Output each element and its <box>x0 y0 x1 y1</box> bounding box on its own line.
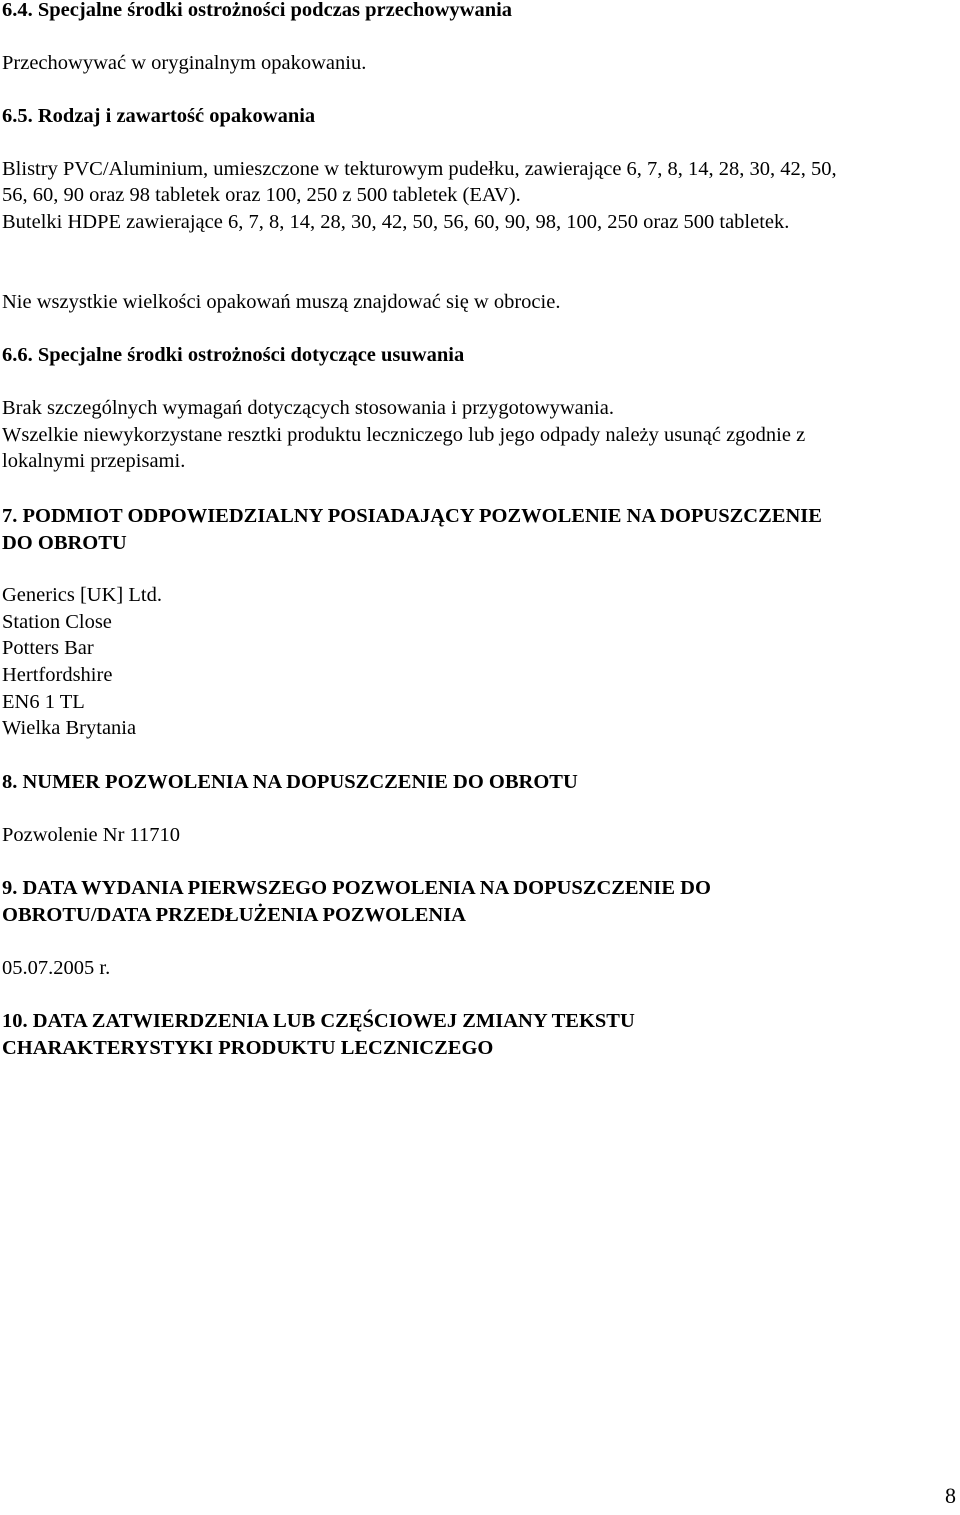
section-6-5-line-4: Nie wszystkie wielkości opakowań muszą znajdować się w obrocie. <box>2 291 561 313</box>
section-6-5-line-1: Blistry PVC/Aluminium, umieszczone w tekturowym pudełku, zawierające 6, 7, 8, 14, 28, 30, 42, 50, <box>2 158 837 180</box>
section-9-heading-line-1: 9. DATA WYDANIA PIERWSZEGO POZWOLENIA NA DOPUSZCZENIE DO <box>2 877 711 899</box>
address-company: Generics [UK] Ltd. <box>2 584 162 606</box>
section-10-heading-line-1: 10. DATA ZATWIERDZENIA LUB CZĘŚCIOWEJ ZMIANY TEKSTU <box>2 1010 635 1032</box>
address-postcode: EN6 1 TL <box>2 691 85 713</box>
section-7-heading-line-1: 7. PODMIOT ODPOWIEDZIALNY POSIADAJĄCY POZWOLENIE NA DOPUSZCZENIE <box>2 505 822 527</box>
section-6-5-heading: 6.5. Rodzaj i zawartość opakowania <box>2 105 316 127</box>
section-7-heading-line-2: DO OBROTU <box>2 532 127 554</box>
section-9-heading-line-2: OBROTU/DATA PRZEDŁUŻENIA POZWOLENIA <box>2 904 466 926</box>
section-9-text: 05.07.2005 r. <box>2 957 111 979</box>
section-8-heading: 8. NUMER POZWOLENIA NA DOPUSZCZENIE DO OBROTU <box>2 771 578 793</box>
section-6-4-text: Przechowywać w oryginalnym opakowaniu. <box>2 52 367 74</box>
section-6-6-heading: 6.6. Specjalne środki ostrożności dotyczące usuwania <box>2 344 465 366</box>
address-street: Station Close <box>2 611 112 633</box>
address-county: Hertfordshire <box>2 664 113 686</box>
section-8-text: Pozwolenie Nr 11710 <box>2 824 181 846</box>
section-6-6-line-2: Wszelkie niewykorzystane resztki produktu leczniczego lub jego odpady należy usunąć zgodnie z <box>2 424 806 446</box>
page-number: 8 <box>945 1483 956 1508</box>
section-6-6-line-3: lokalnymi przepisami. <box>2 450 186 472</box>
section-6-5-line-3: Butelki HDPE zawierające 6, 7, 8, 14, 28, 30, 42, 50, 56, 60, 90, 98, 100, 250 oraz 500 tabletek. <box>2 211 790 233</box>
section-6-6-line-1: Brak szczególnych wymagań dotyczących stosowania i przygotowywania. <box>2 397 614 419</box>
section-10-heading-line-2: CHARAKTERYSTYKI PRODUKTU LECZNICZEGO <box>2 1037 494 1059</box>
address-country: Wielka Brytania <box>2 717 137 739</box>
section-6-5-line-2: 56, 60, 90 oraz 98 tabletek oraz 100, 250 z 500 tabletek (EAV). <box>2 184 521 206</box>
address-town: Potters Bar <box>2 637 94 659</box>
section-6-4-heading: 6.4. Specjalne środki ostrożności podczas przechowywania <box>2 0 513 21</box>
